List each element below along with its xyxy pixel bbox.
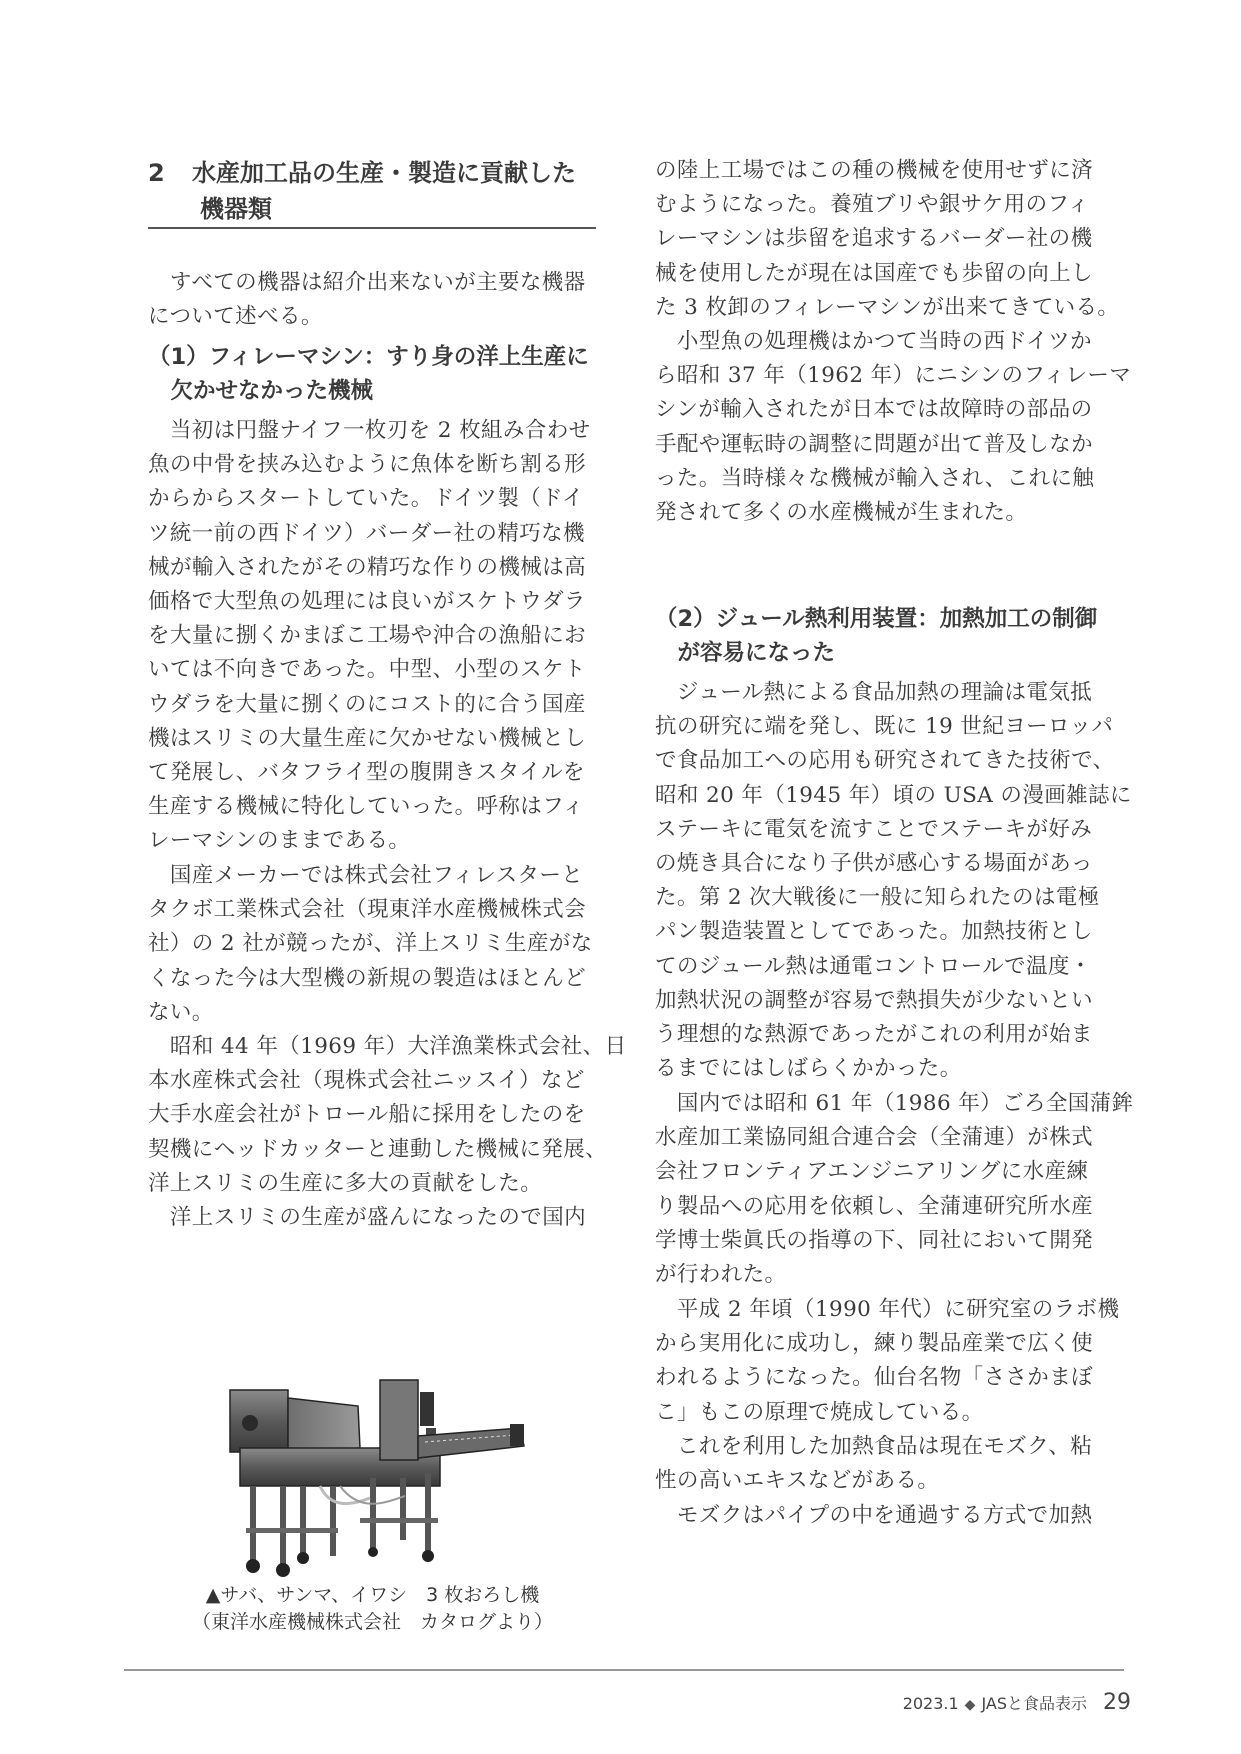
figure-caption <box>150 1582 595 1636</box>
left-paragraph-3: 昭和 44 年（1969 年）大洋漁業株式会社、日 本水産株式会社（現株式会社ニッスイ）など 大手水産会社がトロール船に採用をしたのを 契機にヘッドカッターと連動した機械に発展、 洋上スリミの生産に多大の貢献をした。 <box>148 1034 627 1196</box>
footer-rule <box>124 1669 1124 1671</box>
page-footer <box>903 1690 1131 1715</box>
left-intro-paragraph: すべての機器は紹介出来ないが主要な機器 について述べる。 <box>148 270 586 330</box>
diamond-icon: ◆ <box>964 1697 976 1713</box>
footer-magazine: JASと食品表示 <box>981 1694 1087 1713</box>
right-paragraph-2: 小型魚の処理機はかつて当時の西ドイツか ら昭和 37 年（1962 年）にニシンのフィレーマ シンが輸入されたが日本では故障時の部品の 手配や運転時の調整に問題が出て普及しなか った。当時様々な機械が輸入され、これに触 発されて多くの水産機械が生まれた。 <box>655 329 1132 526</box>
right-paragraph-1: の陸上工場ではこの種の機械を使用せずに済 むようになった。養殖ブリや銀サケ用のフィ レーマシンは歩留を追求するバーダー社の機 械を使用したが現在は国産でも歩留の向上し た 3 枚卸のフィレーマシンが出来てきている。 <box>655 158 1120 320</box>
caption-line-2: （東洋水産機械株式会社 カタログより） <box>191 1611 553 1633</box>
right-paragraph-7: モズクはパイプの中を通過する方式で加熱 <box>655 1503 1093 1528</box>
caption-line-1: ▲サバ、サンマ、イワシ 3 枚おろし機 <box>205 1584 540 1606</box>
section-title-line2: 機器類 <box>200 195 272 223</box>
left-paragraph-1: 当初は円盤ナイフ一枚刃を 2 枚組み合わせ 魚の中骨を挟み込むように魚体を断ち割る形 からからスタートしていた。ドイツ製（ドイ ツ統一前の西ドイツ）バーダー社の精巧な機 械が輸入されたがその精巧な作りの機械は高 価格で大型魚の処理には良いがスケトウダラ を大量に捌くかまぼこ工場や沖合の漁船にお いては不向きであった。中型、小型のスケト ウダラを大量に捌くのにコスト的に合う国産 機はスリミの大量生産に欠かせない機械とし て発展し、バタフライ型の腹開きスタイルを 生産する機械に特化していった。呼称はフィ レーマシンのままである。 <box>148 418 591 854</box>
section-underline <box>148 227 596 229</box>
fillet-machine-photo <box>210 1378 560 1578</box>
right-paragraph-4: 国内では昭和 61 年（1986 年）ごろ全国蒲鉾 水産加工業協同組合連合会（全蒲連）が株式 会社フロンティアエンジニアリングに水産練 り製品への応用を依頼し、全蒲連研究所水産 学博士柴眞氏の指導の下、同社において開発 が行われた。 <box>655 1091 1134 1288</box>
left-paragraph-2: 国産メーカーでは株式会社フィレスターと タクボ工業株式会社（現東洋水産機械株式会 社）の 2 社が競ったが、洋上スリミ生産がな くなった今は大型機の新規の製造はほとんど ない。 <box>148 863 593 1025</box>
section-title-line1: 水産加工品の生産・製造に貢献した <box>192 159 576 187</box>
subheading-fillet-machine: （1）フィレーマシン：すり身の洋上生産に 欠かせなかった機械 <box>148 344 589 404</box>
footer-issue: 2023.1 <box>902 1694 959 1713</box>
section-title <box>148 155 596 227</box>
subheading-joule-heating: （2）ジュール熱利用装置：加熱加工の制御 が容易になった <box>655 606 1098 666</box>
right-paragraph-6: これを利用した加熱食品は現在モズク、粘 性の高いエキスなどがある。 <box>655 1434 1093 1494</box>
page-number: 29 <box>1103 1690 1131 1715</box>
section-number: 2 <box>148 159 165 187</box>
right-paragraph-3: ジュール熱による食品加熱の理論は電気抵 抗の研究に端を発し、既に 19 世紀ヨーロッパ で食品加工への応用も研究されてきた技術で、 昭和 20 年（1945 年）頃の USA の漫画雑誌に ステーキに電気を流すことでステーキが好み の焼き具合になり子供が感心する場面があっ た。第 2 次大戦後に一般に知られたのは電極 パン製造装置としてであった。加熱技術とし てのジュール熱は通電コントロールで温度・ 加熱状況の調整が容易で熱損失が少ないとい う理想的な熱源であったがこれの利用が始ま るまでにはしばらくかかった。 <box>655 680 1132 1082</box>
left-paragraph-4: 洋上スリミの生産が盛んになったので国内 <box>148 1205 587 1230</box>
right-paragraph-5: 平成 2 年頃（1990 年代）に研究室のラボ機 から実用化に成功し，練り製品産業で広く使 われるようになった。仙台名物「ささかまぼ こ」もこの原理で焼成している。 <box>655 1297 1120 1425</box>
